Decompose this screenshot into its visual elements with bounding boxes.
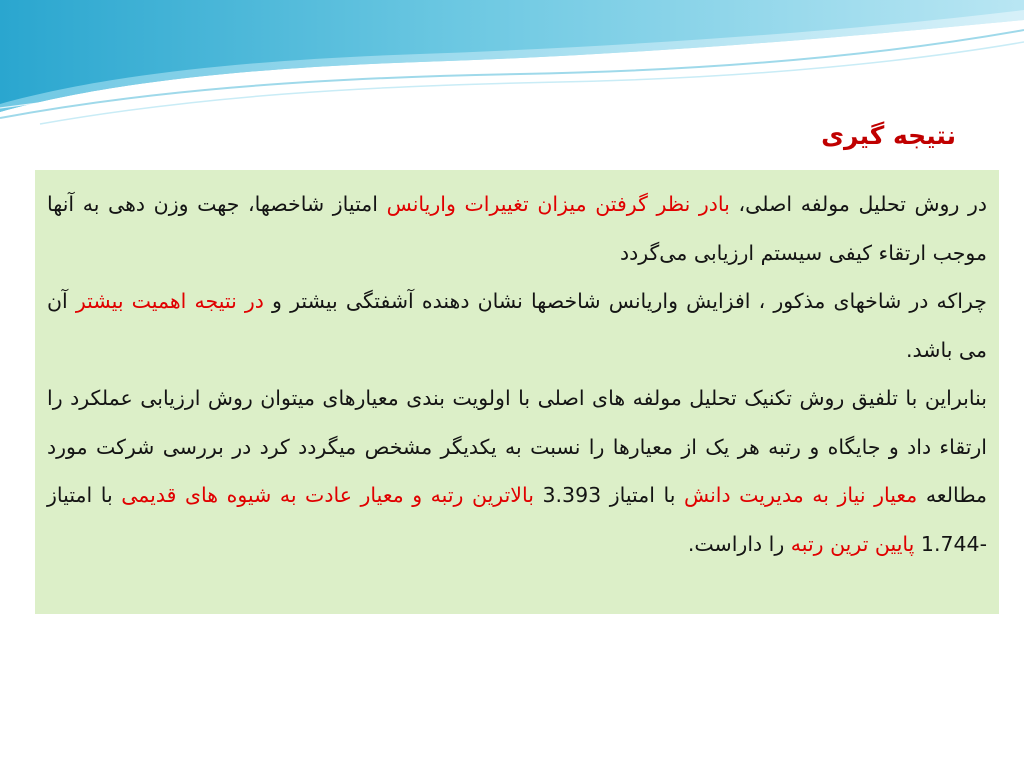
content-box [35, 170, 999, 614]
highlight-text: در نتیجه اهمیت بیشتر [75, 289, 264, 313]
highlight-text: بادر نظر گرفتن میزان تغییرات واریانس [386, 192, 730, 216]
highlight-text: پایین ترین رتبه [790, 531, 915, 556]
paragraph-3 [47, 374, 987, 568]
text: را داراست. [687, 531, 791, 556]
text: با امتیاز [601, 483, 684, 507]
text: بنابراین با تلفیق روش تکنیک تحلیل مولفه های اصلی با اولویت بندی معیارهای میتوان روش ارزیابی عملکرد را ارتقاء داد و جایگاه و رتبه هر یک از معیارها را نسبت به یکدیگر مشخص میگردد کرد در بررسی شرکت مورد مطالعه [47, 386, 987, 507]
text: در روش تحلیل مولفه اصلی، [729, 192, 987, 216]
paragraph-2 [47, 277, 987, 374]
highlight-text: معیار نیاز به مدیریت دانش [683, 483, 918, 507]
text: آن می باشد. [47, 289, 987, 362]
text: با امتیاز [47, 483, 122, 507]
header-wave-decoration [0, 0, 1024, 125]
paragraph-1 [47, 180, 987, 277]
score-value: 1.744- [920, 531, 987, 556]
text: امتیاز شاخصها، جهت وزن دهی به آنها موجب ارتقاء کیفی سیستم ارزیابی می‌گردد [47, 192, 987, 265]
text: چراکه در شاخهای مذکور ، افزایش واریانس شاخصها نشان دهنده آشفتگی بیشتر و [263, 289, 987, 313]
highlight-text: بالاترین رتبه و معیار عادت به شیوه های قدیمی [121, 483, 534, 507]
score-value: 3.393 [542, 483, 602, 507]
slide-title: نتیجه گیری [821, 121, 956, 150]
text [534, 483, 543, 507]
